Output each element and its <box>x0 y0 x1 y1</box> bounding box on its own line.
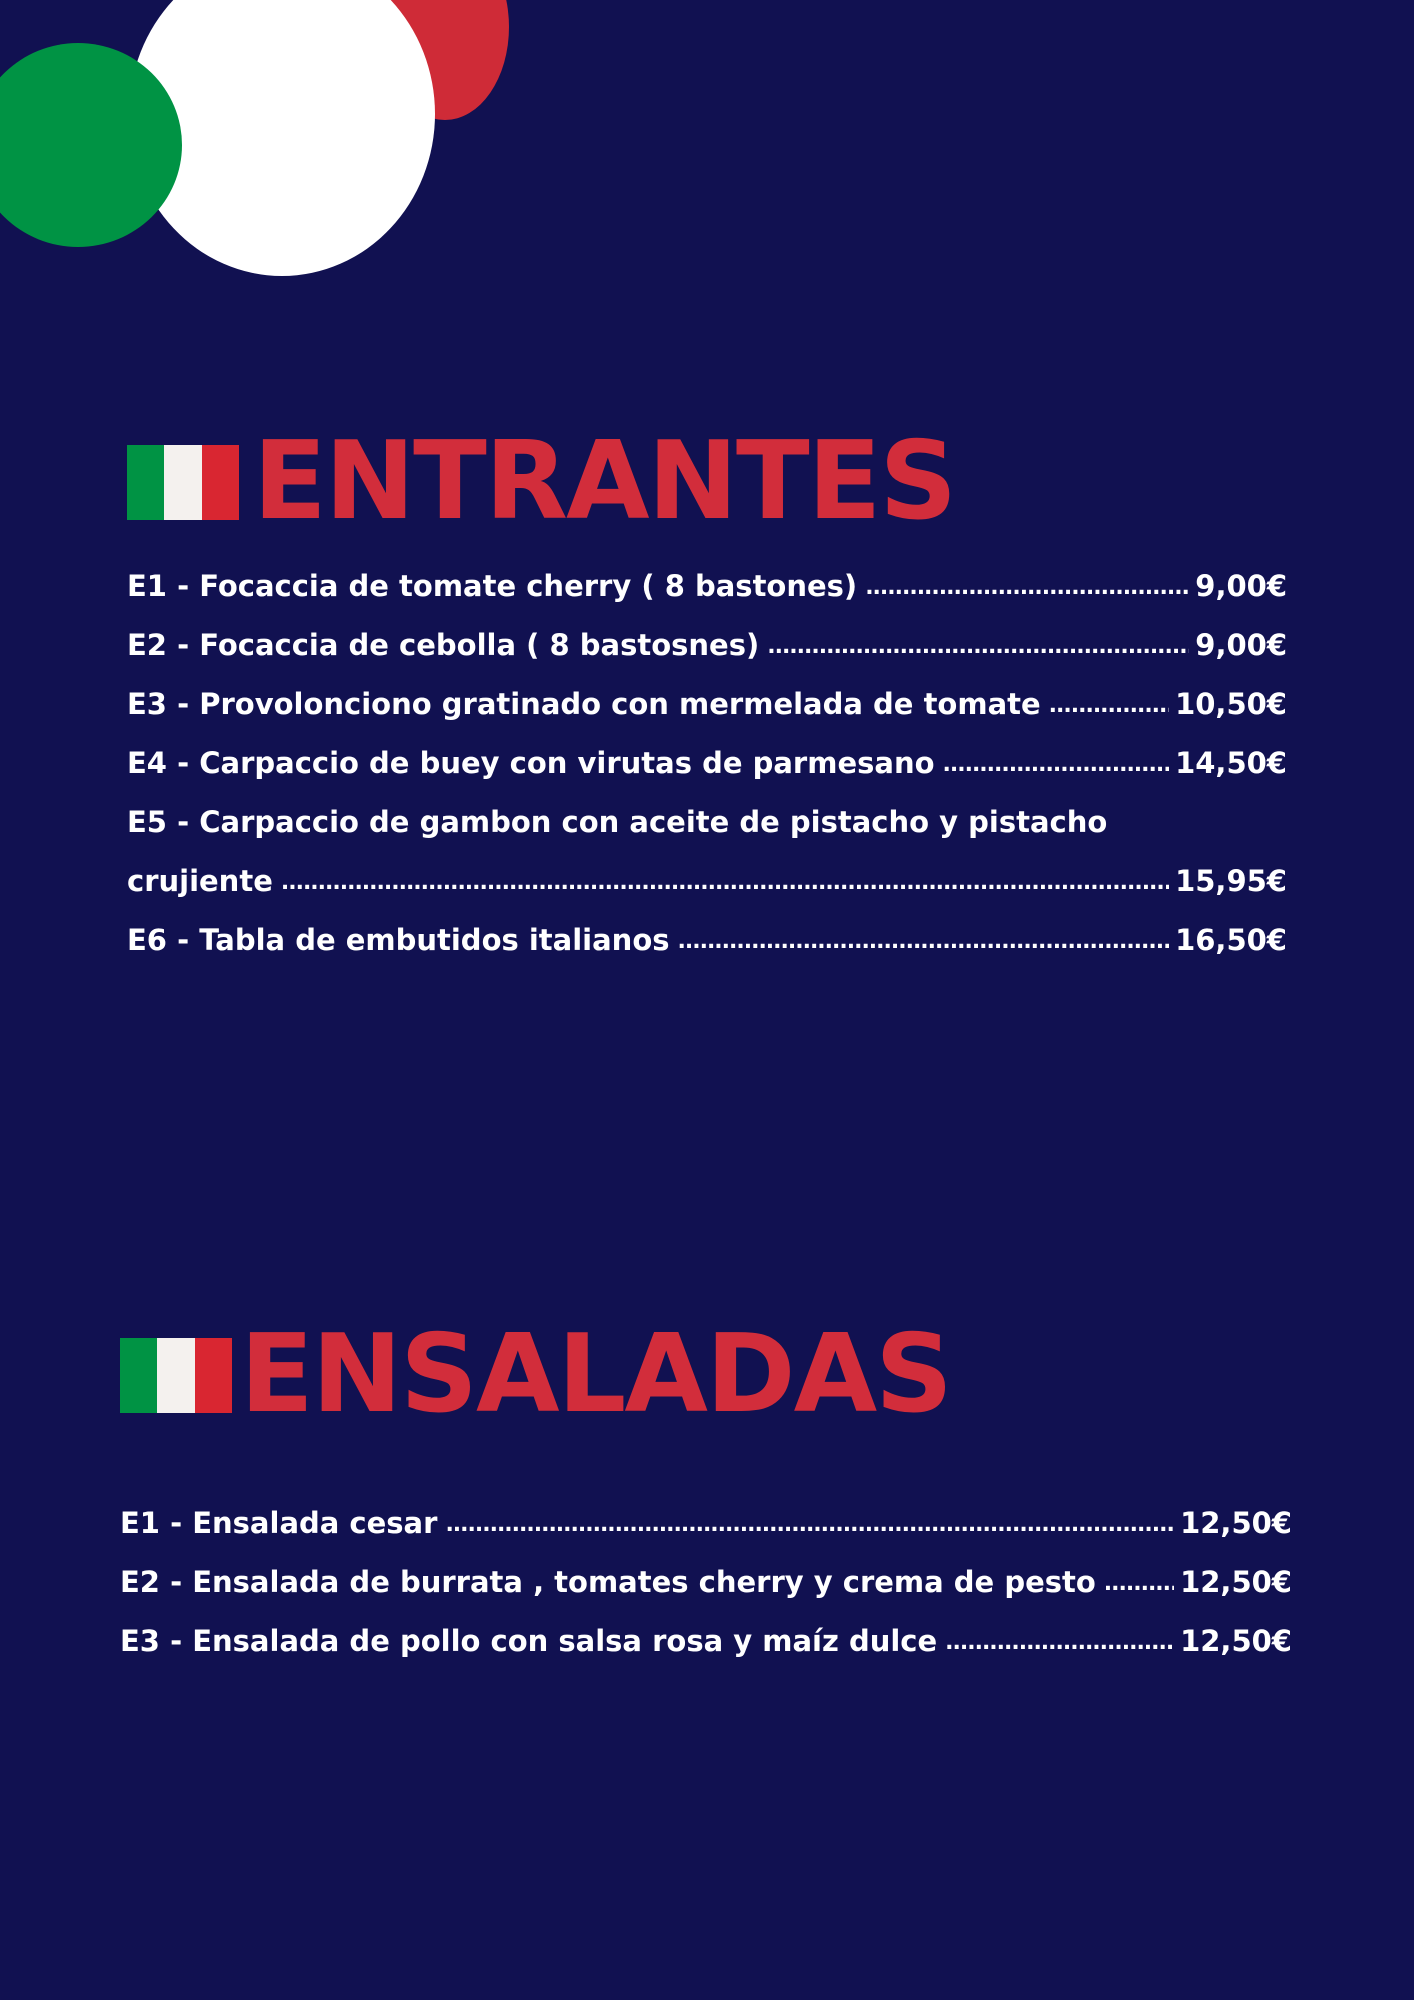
menu-item-price: 12,50€ <box>1180 1505 1292 1540</box>
menu-item-price: 10,50€ <box>1175 686 1287 721</box>
menu-item-name: E1 - Focaccia de tomate cherry ( 8 bastones) <box>127 568 858 603</box>
dot-leader <box>281 870 1169 895</box>
menu-item-name: E1 - Ensalada cesar <box>120 1505 438 1540</box>
section-ensaladas-header <box>120 1312 951 1437</box>
menu-item-price: 15,95€ <box>1175 863 1287 898</box>
menu-item <box>120 1552 1292 1611</box>
menu-item-name: E6 - Tabla de embutidos italianos <box>127 922 670 957</box>
italian-flag-icon <box>127 445 239 520</box>
dot-leader <box>678 929 1170 954</box>
menu-item <box>127 792 1287 851</box>
menu-item-price: 12,50€ <box>1180 1623 1292 1658</box>
section-title-ensaladas: ENSALADAS <box>240 1312 951 1437</box>
dot-leader <box>865 575 1189 600</box>
menu-item-name: E2 - Focaccia de cebolla ( 8 bastosnes) <box>127 627 760 662</box>
menu-item-name: E3 - Ensalada de pollo con salsa rosa y maíz dulce <box>120 1623 938 1658</box>
menu-item-name-continued: crujiente <box>127 863 273 898</box>
menu-item-price: 9,00€ <box>1195 568 1287 603</box>
italian-flag-icon <box>120 1338 232 1413</box>
dot-leader <box>445 1512 1174 1537</box>
menu-item <box>127 910 1287 969</box>
menu-item <box>127 556 1287 615</box>
entrantes-list <box>127 556 1287 969</box>
menu-item-price: 16,50€ <box>1175 922 1287 957</box>
menu-item-price: 9,00€ <box>1195 627 1287 662</box>
dot-leader <box>945 1630 1174 1655</box>
menu-item <box>127 674 1287 733</box>
dot-leader <box>767 634 1189 659</box>
menu-item-continuation <box>127 851 1287 910</box>
ensaladas-list <box>120 1493 1292 1670</box>
dot-leader <box>1104 1571 1174 1596</box>
menu-item-name: E3 - Provolonciono gratinado con mermelada de tomate <box>127 686 1041 721</box>
menu-item-price: 14,50€ <box>1175 745 1287 780</box>
menu-item <box>120 1493 1292 1552</box>
menu-item <box>120 1611 1292 1670</box>
menu-item-name: E2 - Ensalada de burrata , tomates cherry y crema de pesto <box>120 1564 1096 1599</box>
menu-item <box>127 615 1287 674</box>
menu-item-price: 12,50€ <box>1180 1564 1292 1599</box>
menu-item-name: E4 - Carpaccio de buey con virutas de parmesano <box>127 745 935 780</box>
menu-item-name: E5 - Carpaccio de gambon con aceite de pistacho y pistacho <box>127 804 1108 839</box>
dot-leader <box>1049 693 1169 718</box>
menu-item <box>127 733 1287 792</box>
dot-leader <box>943 752 1170 777</box>
section-title-entrantes: ENTRANTES <box>253 419 956 544</box>
section-entrantes-header <box>127 419 956 544</box>
